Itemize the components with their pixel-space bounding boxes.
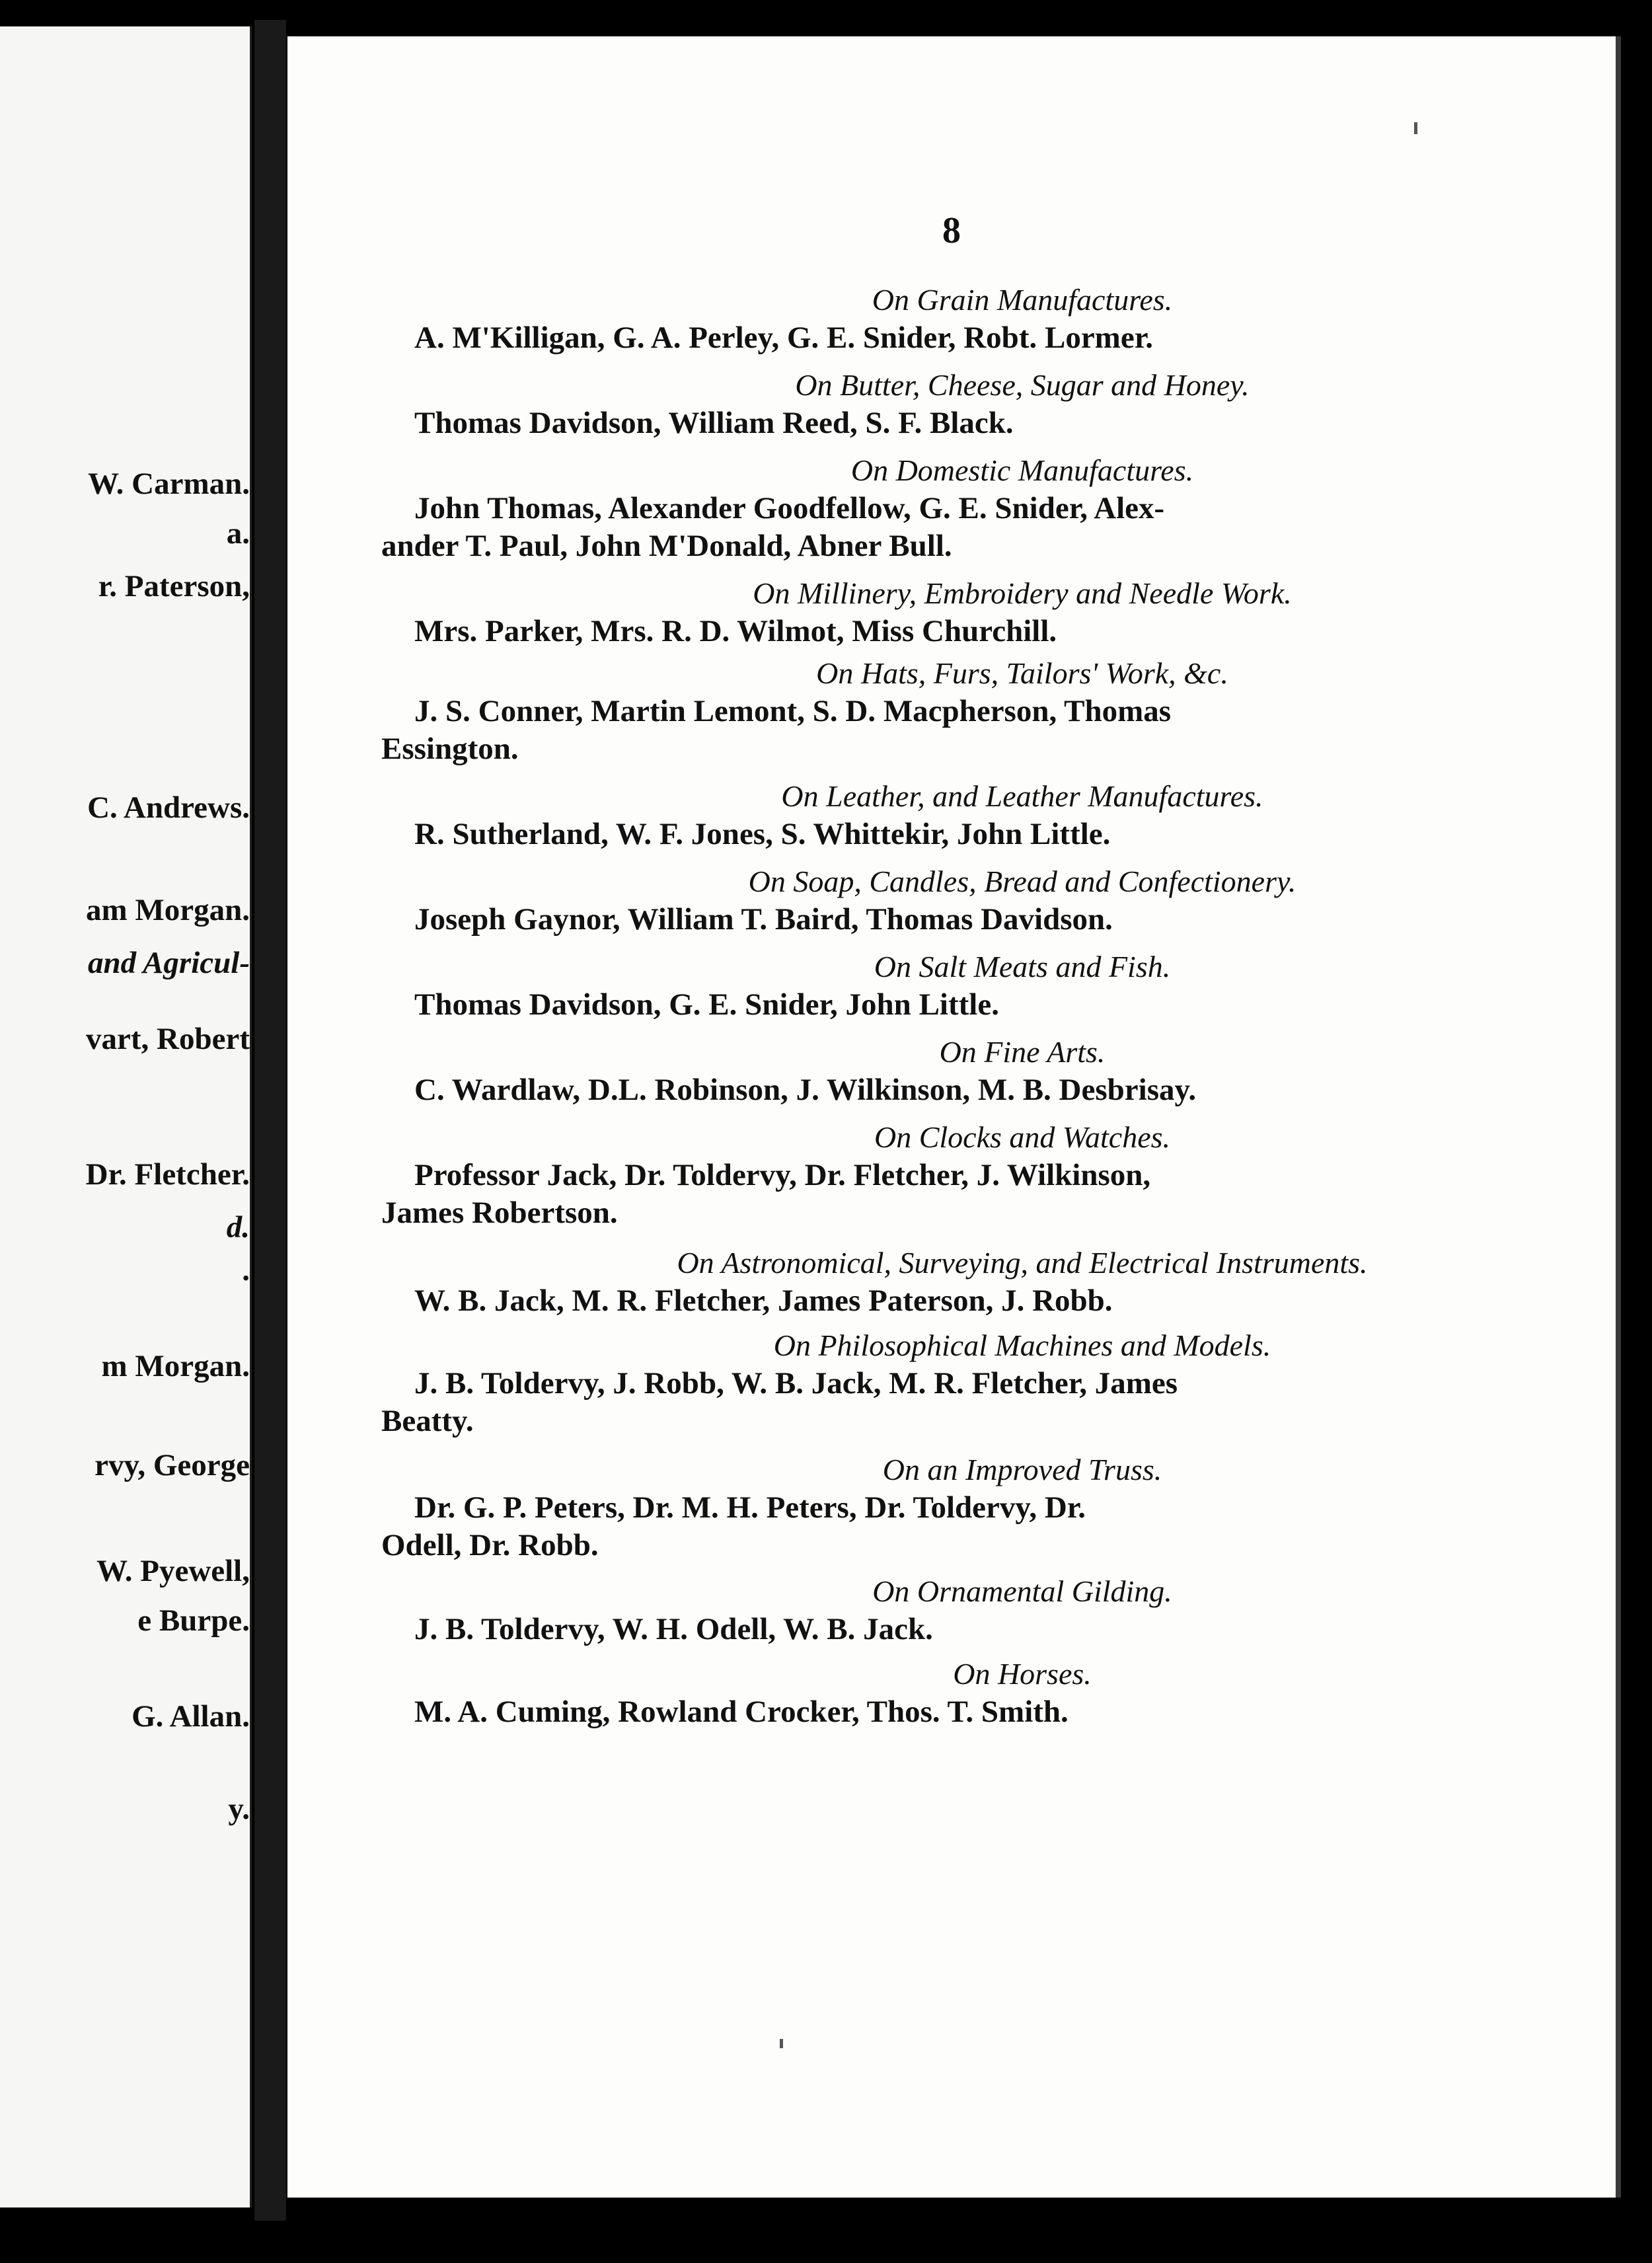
member-line: Dr. G. P. Peters, Dr. M. H. Peters, Dr. Toldervy, Dr. <box>414 1490 1086 1525</box>
member-line: Essington. <box>381 732 519 766</box>
committee-members <box>381 404 1597 442</box>
committee-list <box>381 281 1597 1731</box>
binding-gutter <box>254 20 286 2221</box>
committee-heading: On Domestic Manufactures. <box>850 453 1194 487</box>
left-page-fragment: am Morgan. <box>85 893 250 927</box>
member-line: Mrs. Parker, Mrs. R. D. Wilmot, Miss Churchill. <box>414 614 1057 648</box>
committee-members <box>381 319 1597 357</box>
member-line: Professor Jack, Dr. Toldervy, Dr. Fletcher, J. Wilkinson, <box>414 1158 1151 1192</box>
committee-members <box>381 1282 1597 1320</box>
left-page-fragment: r. Paterson, <box>98 569 250 603</box>
committee-members <box>381 490 1597 565</box>
committee-heading: On Philosophical Machines and Models. <box>773 1328 1271 1362</box>
committee-members <box>381 986 1597 1024</box>
left-page-fragment: a. <box>226 516 250 551</box>
committee-block <box>381 863 1597 939</box>
committee-block <box>381 1033 1597 1109</box>
left-page-fragment: C. Andrews. <box>87 790 250 825</box>
left-page-fragment: and Agricul- <box>87 946 250 980</box>
left-page-fragment: vart, Robert <box>86 1022 250 1056</box>
committee-block <box>381 1118 1597 1232</box>
committee-members <box>381 693 1597 768</box>
page-number: 8 <box>942 210 961 251</box>
committee-heading: On Fine Arts. <box>939 1035 1106 1069</box>
committee-heading: On Ornamental Gilding. <box>872 1574 1172 1608</box>
committee-block <box>381 451 1597 565</box>
member-line: Joseph Gaynor, William T. Baird, Thomas Davidson. <box>414 902 1113 937</box>
committee-members <box>381 613 1597 650</box>
left-facing-page <box>0 26 252 2207</box>
committee-block <box>381 777 1597 853</box>
member-line: J. B. Toldervy, J. Robb, W. B. Jack, M. R. Fletcher, James <box>414 1366 1178 1400</box>
committee-heading: On Salt Meats and Fish. <box>874 950 1171 983</box>
member-line: Odell, Dr. Robb. <box>381 1528 599 1562</box>
member-line: James Robertson. <box>381 1196 618 1230</box>
committee-members <box>381 1693 1597 1731</box>
left-page-fragment: e Burpe. <box>137 1603 250 1638</box>
left-page-fragment: G. Allan. <box>131 1699 250 1734</box>
committee-heading: On Leather, and Leather Manufactures. <box>781 779 1263 813</box>
member-line: A. M'Killigan, G. A. Perley, G. E. Snider, Robt. Lormer. <box>414 321 1153 355</box>
left-page-fragment: W. Pyewell, <box>96 1554 250 1588</box>
committee-heading: On Millinery, Embroidery and Needle Work. <box>753 576 1292 610</box>
committee-heading: On Soap, Candles, Bread and Confectionery. <box>748 864 1296 898</box>
committee-heading: On an Improved Truss. <box>882 1453 1162 1486</box>
left-page-fragment: W. Carman. <box>87 467 250 501</box>
committee-block <box>381 574 1597 650</box>
main-page <box>287 36 1616 2198</box>
committee-heading: On Butter, Cheese, Sugar and Honey. <box>795 368 1250 402</box>
member-line: C. Wardlaw, D.L. Robinson, J. Wilkinson, M. B. Desbrisay. <box>414 1073 1197 1107</box>
committee-block <box>381 366 1597 442</box>
committee-heading: On Horses. <box>953 1657 1092 1691</box>
committee-block <box>381 948 1597 1024</box>
member-line: Thomas Davidson, William Reed, S. F. Black. <box>414 406 1014 440</box>
committee-members <box>381 1611 1597 1648</box>
member-line: John Thomas, Alexander Goodfellow, G. E. Snider, Alex- <box>414 491 1165 525</box>
committee-block <box>381 654 1597 768</box>
member-line: M. A. Cuming, Rowland Crocker, Thos. T. Smith. <box>414 1695 1069 1729</box>
left-page-fragment: d. <box>226 1210 250 1245</box>
member-line: Beatty. <box>381 1404 474 1438</box>
committee-block <box>381 1572 1597 1648</box>
member-line: J. B. Toldervy, W. H. Odell, W. B. Jack. <box>414 1612 933 1646</box>
committee-block <box>381 1244 1597 1320</box>
page-speck <box>1414 122 1417 134</box>
page-speck <box>780 2039 783 2048</box>
left-page-fragment: rvy, George <box>94 1448 250 1482</box>
left-page-fragment: m Morgan. <box>101 1349 250 1383</box>
member-line: R. Sutherland, W. F. Jones, S. Whittekir, John Little. <box>414 817 1111 851</box>
committee-block <box>381 1451 1597 1564</box>
committee-block <box>381 1655 1597 1731</box>
committee-members <box>381 1071 1597 1109</box>
committee-heading: On Hats, Furs, Tailors' Work, &c. <box>816 656 1228 690</box>
committee-block <box>381 281 1597 357</box>
committee-heading: On Astronomical, Surveying, and Electrical Instruments. <box>677 1246 1368 1280</box>
committee-heading: On Clocks and Watches. <box>874 1120 1171 1154</box>
left-page-fragment: y. <box>228 1792 250 1826</box>
committee-members <box>381 1489 1597 1564</box>
member-line: J. S. Conner, Martin Lemont, S. D. Macpherson, Thomas <box>414 694 1172 728</box>
committee-members <box>381 1157 1597 1232</box>
committee-block <box>381 1326 1597 1440</box>
left-page-fragment: . <box>242 1253 250 1287</box>
member-line: W. B. Jack, M. R. Fletcher, James Paterson, J. Robb. <box>414 1284 1113 1318</box>
left-page-fragment: Dr. Fletcher. <box>85 1157 250 1192</box>
committee-members <box>381 816 1597 853</box>
committee-heading: On Grain Manufactures. <box>872 283 1173 317</box>
committee-members <box>381 1365 1597 1440</box>
member-line: Thomas Davidson, G. E. Snider, John Little. <box>414 987 999 1022</box>
member-line: ander T. Paul, John M'Donald, Abner Bull. <box>381 529 952 563</box>
committee-members <box>381 901 1597 939</box>
